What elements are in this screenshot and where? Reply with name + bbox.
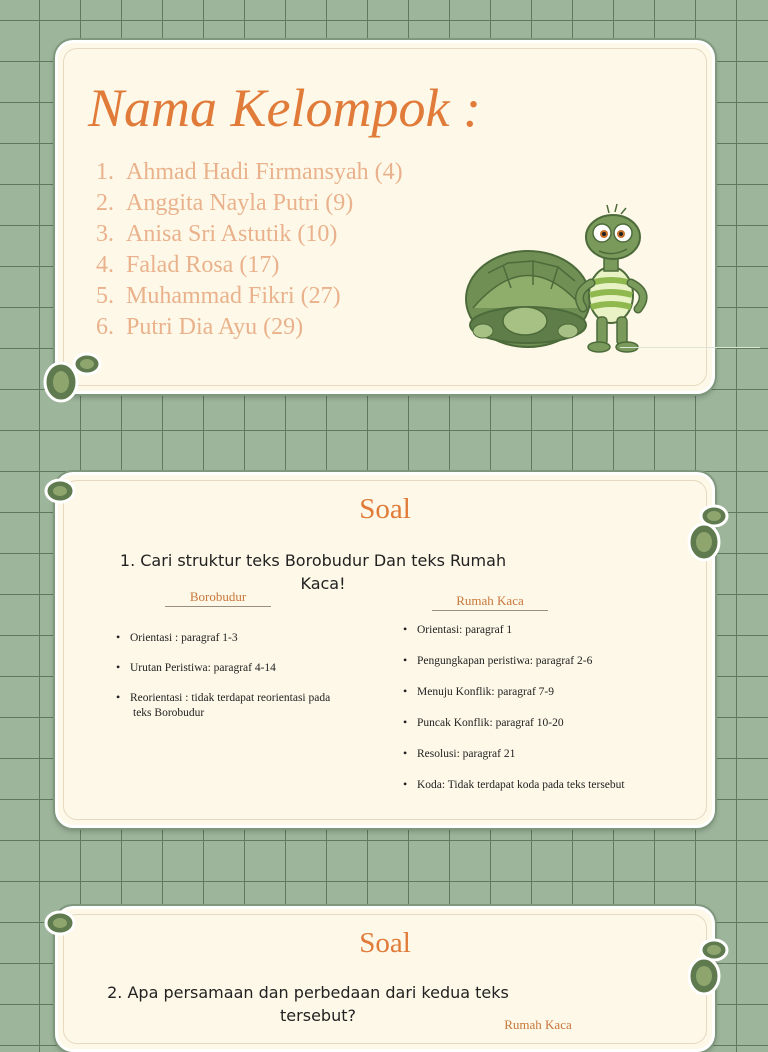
column-heading-borobudur: Borobudur xyxy=(165,589,271,607)
column-heading-rumah-kaca: Rumah Kaca xyxy=(504,1017,572,1032)
list-item: • Puncak Konflik: paragraf 10-20 xyxy=(403,716,703,731)
column-heading-rumah-kaca: Rumah Kaca xyxy=(432,593,548,611)
list-item: • Orientasi : paragraf 1-3 xyxy=(116,631,366,646)
member-item: 3. Anisa Sri Astutik (10) xyxy=(96,221,338,247)
soal-heading: Soal xyxy=(359,493,411,525)
pebble-decoration-icon xyxy=(684,500,736,564)
list-item: • Reorientasi : tidak terdapat reorientasi pada teks Borobudur xyxy=(116,691,366,721)
pebble-decoration-icon xyxy=(40,350,104,406)
list-item: • Resolusi: paragraf 21 xyxy=(403,747,703,762)
pebble-decoration-icon xyxy=(684,934,736,998)
rumah-kaca-structure-list xyxy=(403,623,703,809)
question-text: 2. Apa persamaan dan perbedaan dari kedua teks tersebut? xyxy=(107,983,509,1025)
soal-heading: Soal xyxy=(359,927,411,959)
question-card-1 xyxy=(55,472,715,828)
turtle-illustration-icon xyxy=(463,203,663,358)
group-names-card xyxy=(55,40,715,394)
list-item: • Urutan Peristiwa: paragraf 4-14 xyxy=(116,661,366,676)
member-item: 2. Anggita Nayla Putri (9) xyxy=(96,190,354,216)
decorative-line xyxy=(620,347,760,348)
member-item: 1. Ahmad Hadi Firmansyah (4) xyxy=(96,159,403,185)
member-item: 5. Muhammad Fikri (27) xyxy=(96,283,341,309)
list-item: • Koda: Tidak terdapat koda pada teks tersebut xyxy=(403,778,703,793)
list-item: • Pengungkapan peristiwa: paragraf 2-6 xyxy=(403,654,703,669)
question-text: 1. Cari struktur teks Borobudur Dan teks Rumah Kaca! xyxy=(119,551,507,593)
question-card-2 xyxy=(55,906,715,1052)
list-item: • Menuju Konflik: paragraf 7-9 xyxy=(403,685,703,700)
member-list xyxy=(96,157,403,343)
list-item: • Orientasi: paragraf 1 xyxy=(403,623,703,638)
member-item: 6. Putri Dia Ayu (29) xyxy=(96,314,304,340)
pebble-decoration-icon xyxy=(42,906,78,940)
member-item: 4. Falad Rosa (17) xyxy=(96,252,280,278)
slide-title: Nama Kelompok : xyxy=(88,78,481,138)
pebble-decoration-icon xyxy=(42,474,78,508)
borobudur-structure-list xyxy=(116,631,366,736)
